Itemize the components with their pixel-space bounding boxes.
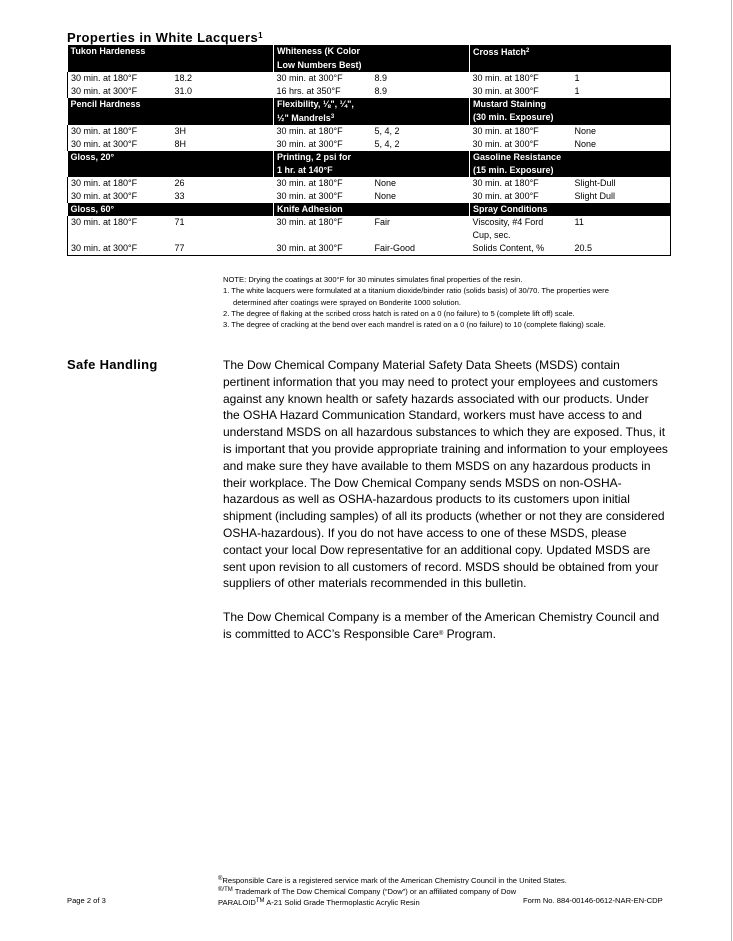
note-drying: NOTE: Drying the coatings at 300°F for 30 minutes simulates final properties of the resin. — [223, 275, 523, 284]
table-cell: 71 — [174, 217, 185, 227]
table-cell: 30 min. at 180°F — [472, 178, 539, 188]
table-cell: 30 min. at 180°F — [68, 125, 172, 138]
table-row — [68, 190, 671, 203]
safe-handling-body — [223, 357, 668, 659]
properties-table — [67, 45, 671, 256]
section-header-row — [68, 45, 671, 59]
note-1: 1. The white lacquers were formulated at a titanium dioxide/binder ratio (solids basis) of 30/70. The properties were — [223, 286, 609, 296]
table-cell — [372, 229, 470, 242]
table-cell: 30 min. at 300°F — [472, 139, 539, 149]
section-header-cell: Low Numbers Best) — [274, 59, 470, 72]
table-cell: 8.9 — [374, 86, 388, 96]
section-header-cell: Gloss, 60° — [68, 203, 274, 216]
table-row — [68, 229, 671, 242]
table-cell: Cup, sec. — [472, 230, 511, 240]
table-cell: 30 min. at 180°F — [68, 72, 172, 85]
table-cell: 30 min. at 180°F — [68, 216, 172, 229]
table-row — [68, 72, 671, 85]
table-row — [68, 177, 671, 190]
table-cell: 30 min. at 180°F — [472, 73, 539, 83]
table-cell: 30 min. at 180°F — [276, 217, 343, 227]
table-cell: 30 min. at 180°F — [68, 177, 172, 190]
table-title: Properties in White Lacquers$^1$ — [67, 30, 263, 45]
table-cell: None — [572, 138, 671, 151]
section-header-row — [68, 164, 671, 177]
footer-product: PARALOID™ A-21 Solid Grade Thermoplastic Acrylic Resin — [218, 898, 420, 907]
table-cell: 3H — [174, 126, 187, 136]
table-cell: 5, 4, 2 — [374, 139, 400, 149]
footer-form-number: Form No. 884-00146-0612-NAR-EN-CDP — [523, 896, 663, 905]
table-cell: 1 — [572, 72, 671, 85]
table-cell: 5, 4, 2 — [374, 126, 400, 136]
table-row — [68, 216, 671, 229]
table-cell: 30 min. at 300°F — [68, 242, 172, 256]
section-header-cell — [470, 59, 671, 72]
table-cell: None — [374, 191, 397, 201]
section-header-cell: Gloss, 20° — [68, 151, 274, 164]
section-header-cell: Printing, 2 psi for — [274, 151, 470, 164]
section-header-cell: Cross Hatch$^2$ — [470, 45, 671, 59]
section-header-cell: (30 min. Exposure) — [470, 111, 671, 125]
section-header-cell: 1 hr. at 140°F — [274, 164, 470, 177]
table-cell: 30 min. at 300°F — [276, 243, 343, 253]
table-cell: 33 — [174, 191, 185, 201]
table-cell: 8.9 — [374, 73, 388, 83]
table-cell: 30 min. at 300°F — [68, 138, 172, 151]
section-header-row — [68, 59, 671, 72]
note-2: 2. The degree of flaking at the scribed cross hatch is rated on a 0 (no failure) to 5 (complete lift off) scale. — [223, 308, 575, 318]
table-cell — [274, 229, 372, 242]
section-header-cell: Tukon Hardeness — [68, 45, 274, 59]
table-cell: 30 min. at 300°F — [276, 191, 343, 201]
table-cell: 30 min. at 180°F — [472, 126, 539, 136]
table-row — [68, 242, 671, 256]
note-1-cont: determined after coatings were sprayed on Bonderite 1000 solution. — [233, 297, 461, 307]
table-cell: 20.5 — [572, 242, 671, 256]
section-header-cell: Flexibility, ⅛", ¼", — [274, 98, 470, 111]
footer-page-number: Page 2 of 3 — [67, 896, 106, 905]
section-header-row — [68, 111, 671, 125]
table-row — [68, 85, 671, 98]
table-cell: 30 min. at 300°F — [472, 191, 539, 201]
table-cell: 30 min. at 300°F — [68, 85, 172, 98]
section-header-row — [68, 98, 671, 111]
footer-responsible-care: ®Responsible Care is a registered service mark of the American Chemistry Council in the United States. — [218, 876, 567, 885]
table-cell: None — [374, 178, 397, 188]
table-cell: 30 min. at 180°F — [276, 178, 343, 188]
section-header-cell: Gasoline Resistance — [470, 151, 671, 164]
table-cell: 1 — [572, 85, 671, 98]
footer-trademark: $^{®/TM}$ Trademark of The Dow Chemical Company (“Dow”) or an affiliated company of Dow — [218, 887, 517, 896]
table-notes — [223, 274, 643, 330]
table-cell: Fair — [374, 217, 391, 227]
table-cell: 11 — [572, 216, 671, 229]
table-cell — [68, 229, 172, 242]
table-cell — [572, 229, 671, 242]
table-cell: Slight Dull — [572, 190, 671, 203]
table-cell: 30 min. at 300°F — [472, 86, 539, 96]
section-header-cell: Whiteness (K Color — [274, 45, 470, 59]
safe-handling-paragraph-2: The Dow Chemical Company is a member of the American Chemistry Council and is committed to ACC’s Responsible Care® Program. — [223, 609, 660, 641]
section-header-cell: Spray Conditions — [470, 203, 671, 216]
section-header-cell: ½" Mandrels$^3$ — [274, 111, 470, 125]
table-cell: 16 hrs. at 350°F — [276, 86, 341, 96]
table-cell: Viscosity, #4 Ford — [472, 217, 544, 227]
table-cell: None — [572, 125, 671, 138]
section-header-cell: Knife Adhesion — [274, 203, 470, 216]
section-header-cell — [68, 164, 274, 177]
safe-handling-paragraph-1: The Dow Chemical Company Material Safety Data Sheets (MSDS) contain pertinent information that you may need to protect your employees and customers against any known health or safety hazards associated with our products. Under the OSHA Hazard Communication Standard, workers must have access to and understand MSDS on all hazardous substances to which they are exposed. Thus, it is important that you provide appropriate training and information to your employees and make sure they have available to them MSDS on any hazardous products in their workplace. The Dow Chemical Company sends MSDS on non-OSHA-hazardous as well as OSHA-hazardous products to its customers upon initial shipment (including samples) of all its products (whether or not they are considered OSHA-hazardous). If you do not have access to one of these MSDS, please contact your local Dow representative for an additional copy. Updated MSDS are sent upon revision to all customers of record. MSDS should be obtained from your suppliers of other materials recommended in this bulletin. — [223, 358, 668, 591]
section-header-row — [68, 203, 671, 216]
table-cell — [172, 229, 274, 242]
table-cell: 30 min. at 300°F — [276, 139, 343, 149]
section-header-cell: Mustard Staining — [470, 98, 671, 111]
table-cell: 30 min. at 180°F — [276, 126, 343, 136]
section-header-cell — [68, 111, 274, 125]
table-cell: 8H — [174, 139, 187, 149]
section-header-cell: Pencil Hardness — [68, 98, 274, 111]
safe-handling-heading: Safe Handling — [67, 357, 158, 372]
page-edge-line — [731, 0, 732, 941]
table-cell: 30 min. at 300°F — [68, 190, 172, 203]
table-cell: 18.2 — [174, 73, 193, 83]
table-cell: 77 — [174, 243, 185, 253]
table-cell: 26 — [174, 178, 185, 188]
table-cell: Solids Content, % — [472, 243, 545, 253]
table-cell: 30 min. at 300°F — [276, 73, 343, 83]
table-cell: Slight-Dull — [572, 177, 671, 190]
section-header-row — [68, 151, 671, 164]
table-row — [68, 138, 671, 151]
section-header-cell: (15 min. Exposure) — [470, 164, 671, 177]
note-3: 3. The degree of cracking at the bend over each mandrel is rated on a 0 (no failure) to 10 (complete flaking) scale. — [223, 320, 606, 330]
table-row — [68, 125, 671, 138]
table-cell: 31.0 — [174, 86, 193, 96]
section-header-cell — [68, 59, 274, 72]
table-cell: Fair-Good — [374, 243, 416, 253]
